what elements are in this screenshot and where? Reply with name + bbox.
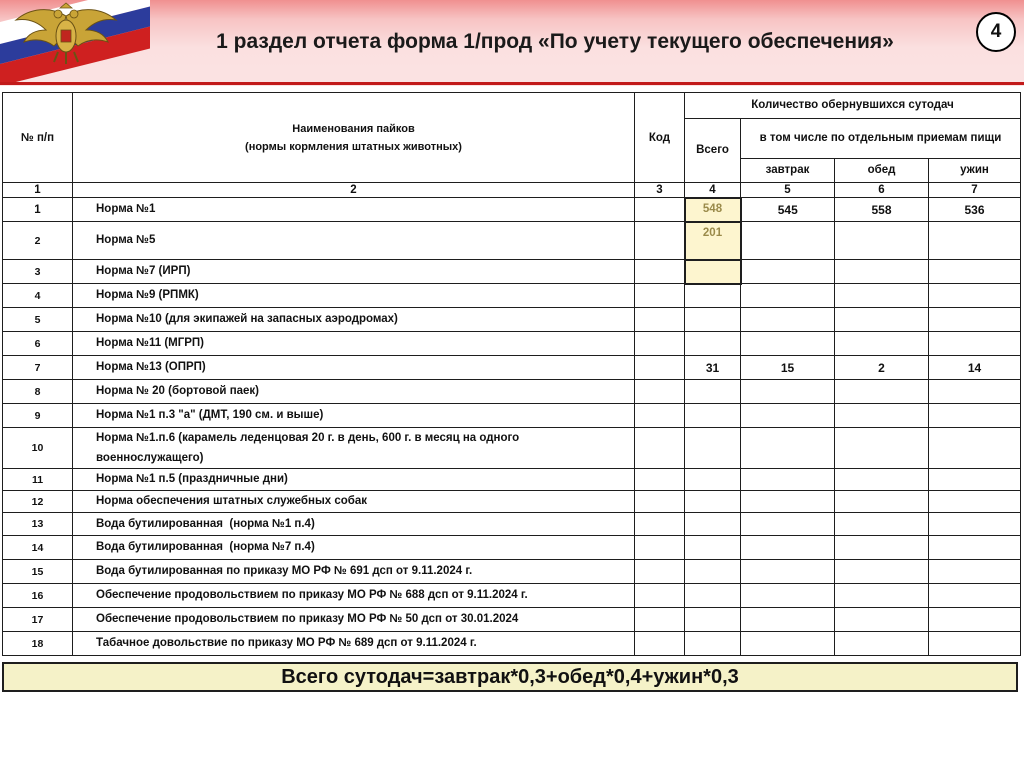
row-breakfast (741, 428, 835, 469)
column-number: 7 (929, 183, 1021, 198)
row-dinner (929, 491, 1021, 513)
row-lunch (835, 284, 929, 308)
table-row (3, 491, 1021, 513)
report-table (2, 92, 1021, 656)
row-name: Норма №7 (ИРП) (73, 260, 635, 284)
row-name: Норма №11 (МГРП) (73, 332, 635, 356)
row-code (635, 380, 685, 404)
row-number: 17 (3, 608, 73, 632)
row-name: Норма №1 п.5 (праздничные дни) (73, 469, 635, 491)
row-lunch (835, 608, 929, 632)
row-total (685, 608, 741, 632)
table-row (3, 536, 1021, 560)
row-dinner (929, 284, 1021, 308)
column-number: 5 (741, 183, 835, 198)
row-code (635, 198, 685, 222)
row-lunch (835, 513, 929, 536)
row-name: Вода бутилированная (норма №1 п.4) (73, 513, 635, 536)
row-lunch (835, 332, 929, 356)
header-dinner: ужин (929, 159, 1021, 183)
column-number: 2 (73, 183, 635, 198)
row-breakfast (741, 380, 835, 404)
row-breakfast (741, 404, 835, 428)
column-number: 1 (3, 183, 73, 198)
row-name: Норма №1 (73, 198, 635, 222)
row-total (685, 404, 741, 428)
row-breakfast (741, 536, 835, 560)
row-code (635, 560, 685, 584)
row-total (685, 513, 741, 536)
table-row (3, 469, 1021, 491)
row-code (635, 608, 685, 632)
row-breakfast (741, 222, 835, 260)
row-number: 7 (3, 356, 73, 380)
row-number: 15 (3, 560, 73, 584)
row-dinner (929, 222, 1021, 260)
row-breakfast: 545 (741, 198, 835, 222)
row-lunch (835, 584, 929, 608)
row-number: 3 (3, 260, 73, 284)
header-name-line1: Наименования пайков (292, 122, 415, 135)
table-row (3, 356, 1021, 380)
table-row (3, 608, 1021, 632)
row-code (635, 632, 685, 656)
row-total (685, 536, 741, 560)
row-total (685, 469, 741, 491)
row-dinner: 536 (929, 198, 1021, 222)
table-row (3, 332, 1021, 356)
column-number: 3 (635, 183, 685, 198)
row-dinner (929, 469, 1021, 491)
row-lunch (835, 260, 929, 284)
row-number: 8 (3, 380, 73, 404)
row-name: Обеспечение продовольствием по приказу МО РФ № 50 дсп от 30.01.2024 (73, 608, 635, 632)
row-code (635, 284, 685, 308)
row-total (685, 260, 741, 284)
row-breakfast (741, 513, 835, 536)
row-lunch: 558 (835, 198, 929, 222)
row-lunch (835, 560, 929, 584)
row-breakfast (741, 491, 835, 513)
row-number: 6 (3, 332, 73, 356)
page-number-badge: 4 (976, 12, 1016, 52)
table-row (3, 380, 1021, 404)
page-title: 1 раздел отчета форма 1/прод «По учету текущего обеспечения» (216, 30, 894, 53)
row-lunch (835, 632, 929, 656)
header-quantity: Количество обернувшихся сутодач (685, 93, 1021, 119)
table-row (3, 513, 1021, 536)
row-code (635, 536, 685, 560)
table-row (3, 222, 1021, 260)
row-dinner (929, 404, 1021, 428)
header-banner (0, 0, 1024, 86)
row-name: Норма обеспечения штатных служебных собак (73, 491, 635, 513)
row-code (635, 222, 685, 260)
row-dinner (929, 536, 1021, 560)
row-code (635, 356, 685, 380)
row-code (635, 428, 685, 469)
row-code (635, 260, 685, 284)
row-lunch (835, 404, 929, 428)
row-total (685, 284, 741, 308)
row-number: 1 (3, 198, 73, 222)
column-number: 4 (685, 183, 741, 198)
row-lunch (835, 491, 929, 513)
row-dinner (929, 332, 1021, 356)
row-dinner (929, 632, 1021, 656)
row-name: Норма №13 (ОПРП) (73, 356, 635, 380)
header-total: Всего (685, 119, 741, 183)
column-number: 6 (835, 183, 929, 198)
row-breakfast (741, 584, 835, 608)
row-lunch (835, 308, 929, 332)
table-row (3, 560, 1021, 584)
row-total (685, 380, 741, 404)
row-lunch (835, 536, 929, 560)
row-lunch (835, 222, 929, 260)
row-total (685, 491, 741, 513)
row-breakfast (741, 308, 835, 332)
header-name-line2: (нормы кормления штатных животных) (245, 140, 462, 153)
table-row (3, 428, 1021, 469)
row-number: 12 (3, 491, 73, 513)
row-total (685, 308, 741, 332)
row-code (635, 513, 685, 536)
formula-banner: Всего сутодач=завтрак*0,3+обед*0,4+ужин*0,3 (2, 662, 1018, 692)
row-code (635, 584, 685, 608)
row-dinner (929, 308, 1021, 332)
table-row (3, 404, 1021, 428)
row-dinner (929, 560, 1021, 584)
row-dinner (929, 380, 1021, 404)
row-total: 548 (685, 198, 741, 222)
header-breakfast: завтрак (741, 159, 835, 183)
row-name: Табачное довольствие по приказу МО РФ № 689 дсп от 9.11.2024 г. (73, 632, 635, 656)
row-dinner (929, 584, 1021, 608)
row-number: 9 (3, 404, 73, 428)
row-total: 201 (685, 222, 741, 260)
row-name: Норма №9 (РПМК) (73, 284, 635, 308)
row-breakfast (741, 560, 835, 584)
row-code (635, 404, 685, 428)
row-name: Норма № 20 (бортовой паек) (73, 380, 635, 404)
row-total: 31 (685, 356, 741, 380)
row-dinner: 14 (929, 356, 1021, 380)
row-breakfast (741, 469, 835, 491)
row-total (685, 560, 741, 584)
row-number: 18 (3, 632, 73, 656)
header-including: в том числе по отдельным приемам пищи (741, 119, 1021, 159)
row-lunch (835, 428, 929, 469)
row-lunch: 2 (835, 356, 929, 380)
double-headed-eagle-emblem-icon (10, 2, 122, 66)
row-code (635, 469, 685, 491)
row-name: Норма №5 (73, 222, 635, 260)
row-breakfast (741, 608, 835, 632)
row-number: 5 (3, 308, 73, 332)
row-dinner (929, 513, 1021, 536)
row-lunch (835, 469, 929, 491)
row-number: 13 (3, 513, 73, 536)
row-breakfast (741, 284, 835, 308)
row-number: 16 (3, 584, 73, 608)
row-total (685, 332, 741, 356)
table-row (3, 632, 1021, 656)
row-dinner (929, 428, 1021, 469)
row-total (685, 584, 741, 608)
row-breakfast (741, 260, 835, 284)
row-number: 11 (3, 469, 73, 491)
row-lunch (835, 380, 929, 404)
table-row (3, 260, 1021, 284)
row-number: 4 (3, 284, 73, 308)
row-name: Норма №1.п.6 (карамель леденцовая 20 г. в день, 600 г. в месяц на одного военнослужащего) (73, 428, 635, 469)
header-name (73, 93, 635, 183)
table-row (3, 584, 1021, 608)
row-dinner (929, 608, 1021, 632)
row-code (635, 308, 685, 332)
row-dinner (929, 260, 1021, 284)
row-number: 10 (3, 428, 73, 469)
row-total (685, 632, 741, 656)
row-number: 2 (3, 222, 73, 260)
table-row (3, 284, 1021, 308)
row-breakfast: 15 (741, 356, 835, 380)
row-number: 14 (3, 536, 73, 560)
row-name: Норма №1 п.3 "а" (ДМТ, 190 см. и выше) (73, 404, 635, 428)
header-lunch: обед (835, 159, 929, 183)
header-num: № п/п (3, 93, 73, 183)
table-row (3, 198, 1021, 222)
row-code (635, 491, 685, 513)
row-code (635, 332, 685, 356)
table-row (3, 308, 1021, 332)
row-name: Вода бутилированная (норма №7 п.4) (73, 536, 635, 560)
row-name: Обеспечение продовольствием по приказу МО РФ № 688 дсп от 9.11.2024 г. (73, 584, 635, 608)
header-code: Код (635, 93, 685, 183)
row-name: Норма №10 (для экипажей на запасных аэродромах) (73, 308, 635, 332)
row-name: Вода бутилированная по приказу МО РФ № 691 дсп от 9.11.2024 г. (73, 560, 635, 584)
row-breakfast (741, 332, 835, 356)
row-total (685, 428, 741, 469)
row-breakfast (741, 632, 835, 656)
header-divider (0, 82, 1024, 85)
